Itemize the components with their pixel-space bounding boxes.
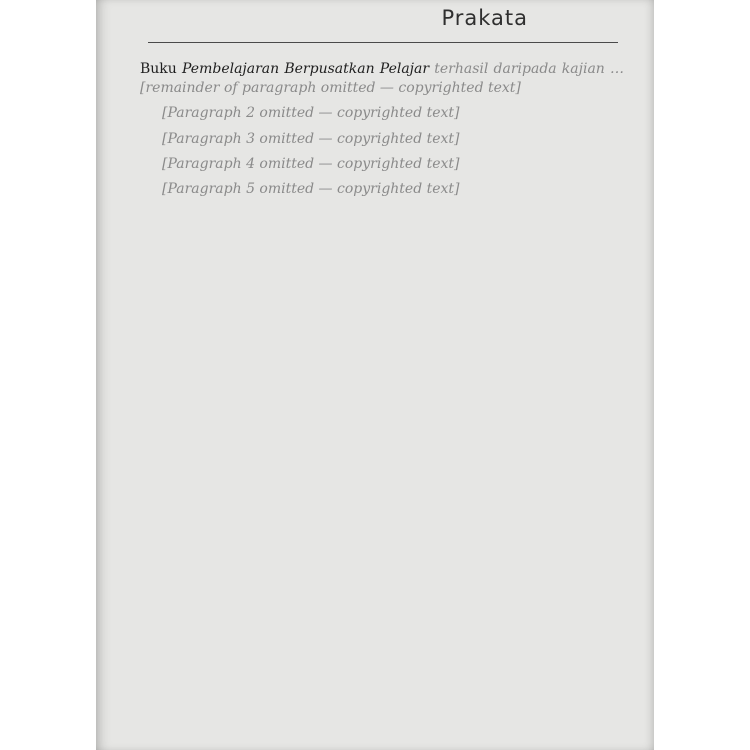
preface-body [140, 60, 624, 205]
paragraph-3: [Paragraph 3 omitted — copyrighted text] [162, 130, 460, 147]
paragraph-2: [Paragraph 2 omitted — copyrighted text] [162, 105, 460, 122]
paragraph-1-lead: Buku [140, 61, 182, 77]
page-heading: Prakata [441, 6, 528, 30]
paragraph-1-text: terhasil daripada kajian … [remainder of paragraph omitted — copyrighted text] [140, 61, 624, 97]
heading-area [148, 4, 618, 46]
book-page [96, 0, 654, 750]
paragraph-4: [Paragraph 4 omitted — copyrighted text] [162, 155, 460, 172]
paragraph-5: [Paragraph 5 omitted — copyrighted text] [162, 181, 460, 198]
book-title: Pembelajaran Berpusatkan Pelajar [182, 61, 430, 77]
paragraph-1 [140, 60, 624, 98]
heading-rule [148, 42, 618, 43]
